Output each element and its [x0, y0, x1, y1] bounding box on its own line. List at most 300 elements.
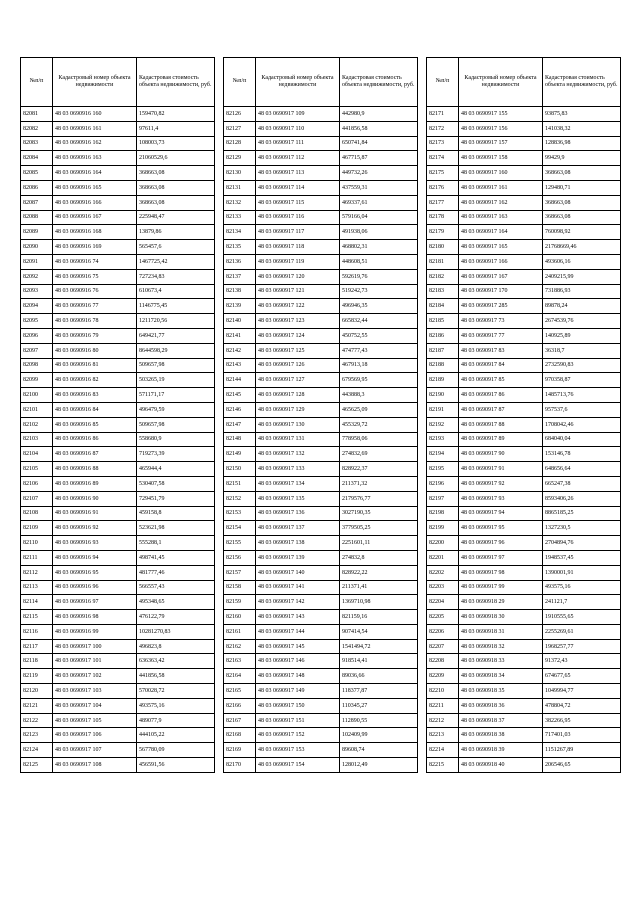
- table-row: [21, 491, 215, 506]
- cadastral-value: 648656,64: [543, 462, 621, 477]
- cadastral-value: 112890,55: [340, 713, 418, 728]
- table-row: [224, 521, 418, 536]
- cadastral-number: 48 03 0690917 142: [256, 595, 340, 610]
- table-row: [224, 624, 418, 639]
- cadastral-number: 48 03 0690917 129: [256, 402, 340, 417]
- row-number: 82138: [224, 284, 256, 299]
- cadastral-value: 13879,86: [137, 225, 215, 240]
- cadastral-number: 48 03 0690917 135: [256, 491, 340, 506]
- table-row: [224, 284, 418, 299]
- table-row: [21, 388, 215, 403]
- cadastral-number: 48 03 0690916 90: [53, 491, 137, 506]
- cadastral-number: 48 03 0690917 153: [256, 743, 340, 758]
- table-row: [224, 491, 418, 506]
- cadastral-value: 566557,43: [137, 580, 215, 595]
- cadastral-value: 1910555,65: [543, 610, 621, 625]
- table-row: [21, 151, 215, 166]
- cadastral-number: 48 03 0690918 33: [459, 654, 543, 669]
- table-row: [427, 269, 621, 284]
- cadastral-number: 48 03 0690917 119: [256, 254, 340, 269]
- table-body: [21, 107, 215, 773]
- table-row: [21, 758, 215, 773]
- cadastral-value: 570028,72: [137, 684, 215, 699]
- table-row: [224, 107, 418, 122]
- cadastral-number: 48 03 0690916 164: [53, 166, 137, 181]
- cadastral-value: 496946,35: [340, 299, 418, 314]
- row-number: 82192: [427, 417, 459, 432]
- row-number: 82126: [224, 107, 256, 122]
- cadastral-value: 571171,17: [137, 388, 215, 403]
- row-number: 82134: [224, 225, 256, 240]
- cadastral-value: 91372,43: [543, 654, 621, 669]
- row-number: 82110: [21, 536, 53, 551]
- table-row: [21, 417, 215, 432]
- cadastral-number: 48 03 0690917 158: [459, 151, 543, 166]
- cadastral-number: 48 03 0690916 79: [53, 328, 137, 343]
- cadastral-number: 48 03 0690917 165: [459, 240, 543, 255]
- cadastral-number: 48 03 0690917 117: [256, 225, 340, 240]
- table-row: [224, 536, 418, 551]
- cadastral-value: 10281270,83: [137, 624, 215, 639]
- cadastral-value: 211371,32: [340, 476, 418, 491]
- table-row: [427, 107, 621, 122]
- cadastral-value: 455329,72: [340, 417, 418, 432]
- cadastral-value: 519242,73: [340, 284, 418, 299]
- row-number: 82185: [427, 314, 459, 329]
- table-row: [427, 565, 621, 580]
- cadastral-number: 48 03 0690917 86: [459, 388, 543, 403]
- cadastral-number: 48 03 0690917 127: [256, 373, 340, 388]
- row-number: 82082: [21, 121, 53, 136]
- cadastral-number: 48 03 0690916 86: [53, 432, 137, 447]
- cadastral-value: 141038,32: [543, 121, 621, 136]
- cadastral-number: 48 03 0690916 84: [53, 402, 137, 417]
- cadastral-number: 48 03 0690916 160: [53, 107, 137, 122]
- cadastral-value: 2674539,76: [543, 314, 621, 329]
- row-number: 82117: [21, 639, 53, 654]
- row-number: 82198: [427, 506, 459, 521]
- cadastral-number: 48 03 0690916 83: [53, 388, 137, 403]
- cadastral-number: 48 03 0690917 148: [256, 669, 340, 684]
- table-row: [21, 476, 215, 491]
- table-row: [21, 328, 215, 343]
- cadastral-value: 719273,39: [137, 447, 215, 462]
- row-number: 82136: [224, 254, 256, 269]
- table-row: [427, 314, 621, 329]
- cadastral-number: 48 03 0690917 124: [256, 328, 340, 343]
- cadastral-table-1: [20, 57, 215, 773]
- row-number: 82206: [427, 624, 459, 639]
- row-number: 82125: [21, 758, 53, 773]
- cadastral-number: 48 03 0690917 150: [256, 698, 340, 713]
- row-number: 82101: [21, 402, 53, 417]
- cadastral-number: 48 03 0690917 157: [459, 136, 543, 151]
- cadastral-number: 48 03 0690917 136: [256, 506, 340, 521]
- row-number: 82097: [21, 343, 53, 358]
- cadastral-number: 48 03 0690916 97: [53, 595, 137, 610]
- cadastral-value: 368663,08: [137, 180, 215, 195]
- cadastral-number: 48 03 0690917 126: [256, 358, 340, 373]
- table-row: [224, 358, 418, 373]
- table-row: [427, 432, 621, 447]
- cadastral-value: 8865185,25: [543, 506, 621, 521]
- cadastral-number: 48 03 0690918 36: [459, 698, 543, 713]
- row-number: 82188: [427, 358, 459, 373]
- cadastral-value: 129480,71: [543, 180, 621, 195]
- table-row: [427, 698, 621, 713]
- header-cadastral-value: Кадастровая стоимость объекта недвижимости, руб.: [543, 58, 621, 107]
- cadastral-value: 441856,58: [340, 121, 418, 136]
- row-number: 82142: [224, 343, 256, 358]
- table-header-row: [21, 58, 215, 107]
- row-number: 82165: [224, 684, 256, 699]
- table-body: [224, 107, 418, 773]
- row-number: 82174: [427, 151, 459, 166]
- row-number: 82191: [427, 402, 459, 417]
- cadastral-value: 493606,16: [543, 254, 621, 269]
- row-number: 82120: [21, 684, 53, 699]
- row-number: 82172: [427, 121, 459, 136]
- cadastral-value: 970358,87: [543, 373, 621, 388]
- cadastral-number: 48 03 0690917 112: [256, 151, 340, 166]
- cadastral-value: 443888,3: [340, 388, 418, 403]
- cadastral-number: 48 03 0690917 132: [256, 447, 340, 462]
- row-number: 82119: [21, 669, 53, 684]
- cadastral-value: 159470,82: [137, 107, 215, 122]
- row-number: 82105: [21, 462, 53, 477]
- cadastral-value: 89608,74: [340, 743, 418, 758]
- cadastral-number: 48 03 0690917 133: [256, 462, 340, 477]
- cadastral-number: 48 03 0690917 131: [256, 432, 340, 447]
- row-number: 82133: [224, 210, 256, 225]
- cadastral-value: 481777,46: [137, 565, 215, 580]
- row-number: 82139: [224, 299, 256, 314]
- table-row: [224, 417, 418, 432]
- cadastral-number: 48 03 0690917 140: [256, 565, 340, 580]
- table-row: [224, 447, 418, 462]
- cadastral-number: 48 03 0690917 98: [459, 565, 543, 580]
- row-number: 82153: [224, 506, 256, 521]
- row-number: 82197: [427, 491, 459, 506]
- table-row: [21, 210, 215, 225]
- cadastral-number: 48 03 0690916 99: [53, 624, 137, 639]
- cadastral-number: 48 03 0690916 80: [53, 343, 137, 358]
- table-row: [21, 343, 215, 358]
- row-number: 82107: [21, 491, 53, 506]
- cadastral-number: 48 03 0690918 30: [459, 610, 543, 625]
- cadastral-number: 48 03 0690916 77: [53, 299, 137, 314]
- cadastral-number: 48 03 0690917 122: [256, 299, 340, 314]
- row-number: 82160: [224, 610, 256, 625]
- cadastral-number: 48 03 0690917 108: [53, 758, 137, 773]
- cadastral-number: 48 03 0690916 75: [53, 269, 137, 284]
- table-row: [224, 743, 418, 758]
- table-row: [224, 476, 418, 491]
- cadastral-table-2: [223, 57, 418, 773]
- row-number: 82207: [427, 639, 459, 654]
- row-number: 82135: [224, 240, 256, 255]
- cadastral-value: 456591,56: [137, 758, 215, 773]
- table-row: [21, 432, 215, 447]
- cadastral-value: 450752,55: [340, 328, 418, 343]
- cadastral-value: 509657,98: [137, 358, 215, 373]
- cadastral-value: 1467725,42: [137, 254, 215, 269]
- table-row: [427, 447, 621, 462]
- table-row: [224, 210, 418, 225]
- table-row: [21, 136, 215, 151]
- row-number: 82151: [224, 476, 256, 491]
- row-number: 82116: [21, 624, 53, 639]
- row-number: 82102: [21, 417, 53, 432]
- cadastral-number: 48 03 0690917 105: [53, 713, 137, 728]
- cadastral-value: 241121,7: [543, 595, 621, 610]
- table-row: [21, 624, 215, 639]
- row-number: 82094: [21, 299, 53, 314]
- row-number: 82088: [21, 210, 53, 225]
- row-number: 82132: [224, 195, 256, 210]
- cadastral-value: 496823,8: [137, 639, 215, 654]
- row-number: 82092: [21, 269, 53, 284]
- cadastral-number: 48 03 0690917 130: [256, 417, 340, 432]
- cadastral-number: 48 03 0690917 73: [459, 314, 543, 329]
- row-number: 82098: [21, 358, 53, 373]
- cadastral-value: 493575,16: [137, 698, 215, 713]
- table-row: [21, 121, 215, 136]
- cadastral-value: 503265,19: [137, 373, 215, 388]
- table-row: [21, 654, 215, 669]
- cadastral-value: 465944,4: [137, 462, 215, 477]
- cadastral-number: 48 03 0690917 96: [459, 536, 543, 551]
- table-row: [21, 166, 215, 181]
- row-number: 82211: [427, 698, 459, 713]
- table-row: [21, 447, 215, 462]
- cadastral-value: 206546,65: [543, 758, 621, 773]
- row-number: 82209: [427, 669, 459, 684]
- cadastral-number: 48 03 0690917 107: [53, 743, 137, 758]
- cadastral-number: 48 03 0690916 95: [53, 565, 137, 580]
- cadastral-number: 48 03 0690917 116: [256, 210, 340, 225]
- cadastral-number: 48 03 0690917 163: [459, 210, 543, 225]
- cadastral-value: 437559,31: [340, 180, 418, 195]
- row-number: 82095: [21, 314, 53, 329]
- cadastral-number: 48 03 0690917 155: [459, 107, 543, 122]
- cadastral-value: 1211720,56: [137, 314, 215, 329]
- cadastral-value: 274832,8: [340, 550, 418, 565]
- table-row: [224, 758, 418, 773]
- row-number: 82182: [427, 269, 459, 284]
- table-row: [427, 136, 621, 151]
- row-number: 82124: [21, 743, 53, 758]
- row-number: 82111: [21, 550, 53, 565]
- table-row: [21, 580, 215, 595]
- cadastral-number: 48 03 0690917 162: [459, 195, 543, 210]
- cadastral-number: 48 03 0690917 137: [256, 521, 340, 536]
- cadastral-value: 211371,41: [340, 580, 418, 595]
- cadastral-value: 495348,65: [137, 595, 215, 610]
- table-row: [224, 462, 418, 477]
- cadastral-table-3: [426, 57, 621, 773]
- table-row: [21, 743, 215, 758]
- cadastral-number: 48 03 0690916 168: [53, 225, 137, 240]
- table-row: [427, 536, 621, 551]
- table-row: [21, 284, 215, 299]
- cadastral-number: 48 03 0690917 160: [459, 166, 543, 181]
- table-row: [427, 240, 621, 255]
- table-row: [224, 506, 418, 521]
- cadastral-number: 48 03 0690917 156: [459, 121, 543, 136]
- table-row: [21, 550, 215, 565]
- cadastral-value: 555288,1: [137, 536, 215, 551]
- table-row: [224, 121, 418, 136]
- cadastral-value: 821159,16: [340, 610, 418, 625]
- cadastral-number: 48 03 0690918 29: [459, 595, 543, 610]
- row-number: 82167: [224, 713, 256, 728]
- table-row: [21, 669, 215, 684]
- row-number: 82158: [224, 580, 256, 595]
- cadastral-number: 48 03 0690916 85: [53, 417, 137, 432]
- cadastral-number: 48 03 0690917 85: [459, 373, 543, 388]
- row-number: 82200: [427, 536, 459, 551]
- cadastral-value: 97611,4: [137, 121, 215, 136]
- table-row: [427, 713, 621, 728]
- cadastral-value: 467715,87: [340, 151, 418, 166]
- table-row: [224, 195, 418, 210]
- cadastral-number: 48 03 0690917 102: [53, 669, 137, 684]
- row-number: 82159: [224, 595, 256, 610]
- table-row: [224, 373, 418, 388]
- row-number: 82152: [224, 491, 256, 506]
- table-row: [224, 595, 418, 610]
- cadastral-value: 684040,04: [543, 432, 621, 447]
- cadastral-value: 89878,24: [543, 299, 621, 314]
- cadastral-value: 108003,73: [137, 136, 215, 151]
- row-number: 82173: [427, 136, 459, 151]
- row-number: 82215: [427, 758, 459, 773]
- header-cadastral-number: Кадастровый номер объекта недвижимости: [459, 58, 543, 107]
- cadastral-value: 2409215,99: [543, 269, 621, 284]
- table-row: [21, 713, 215, 728]
- table-row: [427, 343, 621, 358]
- table-row: [224, 654, 418, 669]
- cadastral-value: 110345,27: [340, 698, 418, 713]
- tables-area: [20, 57, 620, 783]
- cadastral-value: 444105,22: [137, 728, 215, 743]
- cadastral-number: 48 03 0690917 110: [256, 121, 340, 136]
- row-number: 82212: [427, 713, 459, 728]
- cadastral-value: 731886,93: [543, 284, 621, 299]
- cadastral-value: 36318,7: [543, 343, 621, 358]
- row-number: 82155: [224, 536, 256, 551]
- cadastral-number: 48 03 0690917 115: [256, 195, 340, 210]
- table-row: [21, 225, 215, 240]
- table-header-row: [224, 58, 418, 107]
- cadastral-number: 48 03 0690917 92: [459, 476, 543, 491]
- table-row: [427, 254, 621, 269]
- row-number: 82195: [427, 462, 459, 477]
- row-number: 82176: [427, 180, 459, 195]
- cadastral-value: 665247,38: [543, 476, 621, 491]
- cadastral-number: 48 03 0690916 87: [53, 447, 137, 462]
- cadastral-value: 567780,09: [137, 743, 215, 758]
- cadastral-value: 21060529,6: [137, 151, 215, 166]
- table-row: [224, 180, 418, 195]
- cadastral-value: 489077,9: [137, 713, 215, 728]
- table-row: [427, 402, 621, 417]
- cadastral-number: 48 03 0690917 89: [459, 432, 543, 447]
- row-number: 82186: [427, 328, 459, 343]
- table-row: [427, 328, 621, 343]
- row-number: 82091: [21, 254, 53, 269]
- table-row: [427, 476, 621, 491]
- cadastral-number: 48 03 0690916 165: [53, 180, 137, 195]
- cadastral-value: 907414,54: [340, 624, 418, 639]
- cadastral-number: 48 03 0690917 151: [256, 713, 340, 728]
- cadastral-value: 957537,6: [543, 402, 621, 417]
- cadastral-number: 48 03 0690916 82: [53, 373, 137, 388]
- cadastral-number: 48 03 0690917 100: [53, 639, 137, 654]
- table-row: [427, 624, 621, 639]
- cadastral-value: 469337,61: [340, 195, 418, 210]
- table-row: [21, 314, 215, 329]
- cadastral-value: 382266,95: [543, 713, 621, 728]
- cadastral-value: 1327230,5: [543, 521, 621, 536]
- table-row: [427, 595, 621, 610]
- cadastral-value: 368663,08: [543, 195, 621, 210]
- cadastral-value: 523621,98: [137, 521, 215, 536]
- row-number: 82115: [21, 610, 53, 625]
- table-row: [21, 299, 215, 314]
- table-row: [21, 358, 215, 373]
- cadastral-value: 2704894,76: [543, 536, 621, 551]
- cadastral-number: 48 03 0690917 144: [256, 624, 340, 639]
- table-row: [427, 195, 621, 210]
- table-row: [21, 402, 215, 417]
- table-row: [224, 388, 418, 403]
- cadastral-value: 128012,49: [340, 758, 418, 773]
- row-number: 82156: [224, 550, 256, 565]
- row-number: 82122: [21, 713, 53, 728]
- cadastral-value: 442980,9: [340, 107, 418, 122]
- row-number: 82147: [224, 417, 256, 432]
- table-row: [224, 314, 418, 329]
- row-number: 82193: [427, 432, 459, 447]
- table-row: [427, 610, 621, 625]
- table-row: [21, 107, 215, 122]
- table-row: [224, 225, 418, 240]
- cadastral-value: 1708042,46: [543, 417, 621, 432]
- cadastral-number: 48 03 0690917 167: [459, 269, 543, 284]
- cadastral-value: 2732590,83: [543, 358, 621, 373]
- cadastral-value: 1485713,76: [543, 388, 621, 403]
- row-number: 82161: [224, 624, 256, 639]
- cadastral-number: 48 03 0690918 40: [459, 758, 543, 773]
- cadastral-number: 48 03 0690917 113: [256, 166, 340, 181]
- cadastral-value: 441856,58: [137, 669, 215, 684]
- cadastral-value: 8593406,26: [543, 491, 621, 506]
- cadastral-value: 760098,92: [543, 225, 621, 240]
- cadastral-value: 2179576,77: [340, 491, 418, 506]
- cadastral-value: 449732,26: [340, 166, 418, 181]
- row-number: 82170: [224, 758, 256, 773]
- cadastral-number: 48 03 0690917 101: [53, 654, 137, 669]
- cadastral-number: 48 03 0690917 111: [256, 136, 340, 151]
- cadastral-number: 48 03 0690917 149: [256, 684, 340, 699]
- cadastral-number: 48 03 0690916 81: [53, 358, 137, 373]
- table-row: [427, 521, 621, 536]
- cadastral-number: 48 03 0690917 87: [459, 402, 543, 417]
- table-row: [427, 373, 621, 388]
- cadastral-number: 48 03 0690916 89: [53, 476, 137, 491]
